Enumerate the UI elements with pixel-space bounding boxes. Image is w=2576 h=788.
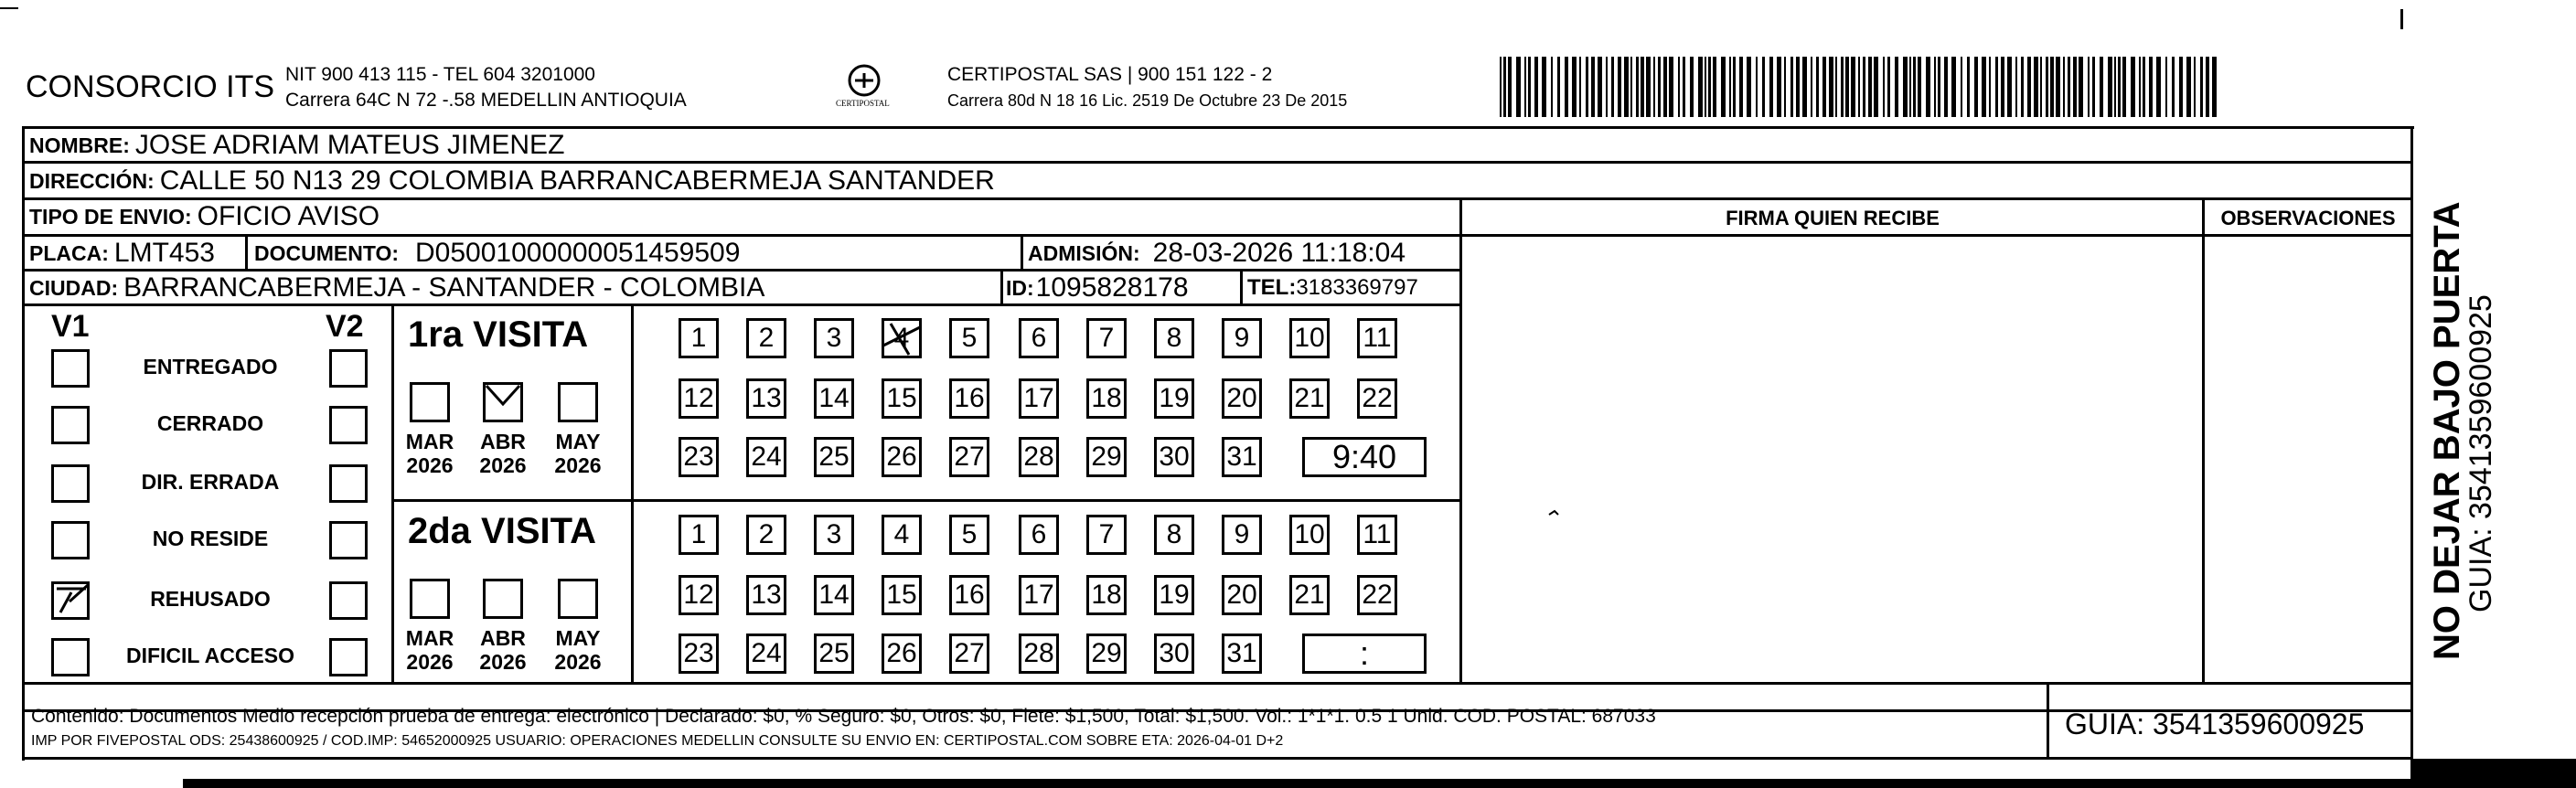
barcode-bar <box>1528 57 1531 117</box>
barcode-bar <box>1551 57 1553 117</box>
id-label: ID: <box>1006 275 1034 300</box>
barcode-bar <box>2156 57 2161 117</box>
barcode-bar <box>1516 57 1521 117</box>
barcode-bar <box>1646 57 1651 117</box>
barcode-bar <box>2131 57 2135 117</box>
direccion-value: CALLE 50 N13 29 COLOMBIA BARRANCABERMEJA SANTANDER <box>159 165 995 196</box>
barcode-bar <box>1542 57 1546 117</box>
barcode-bar <box>2212 57 2217 117</box>
barcode-bar <box>2149 57 2153 117</box>
documento-row <box>254 238 740 269</box>
barcode-bar <box>1851 57 1855 117</box>
status-label: REHUSADO <box>150 587 271 611</box>
barcode-bar <box>2143 57 2145 117</box>
footer-line-1: Contenido: Documentos Medio recepción prueba de entrega: electrónico | Declarado: $0, % Seguro: $0, Otros: $0, Flete: $1,500, Total: $1,500. Vol.: 1*1*1. 0.5 1 Unid. COD. POSTAL: 687033 <box>31 706 1656 727</box>
month-label <box>397 430 463 477</box>
certipostal-logo <box>836 62 890 110</box>
tel-value: 3183369797 <box>1296 275 1418 300</box>
month-name: MAR <box>405 430 454 453</box>
barcode-bar <box>1961 57 1962 117</box>
admision-row <box>1028 238 1406 269</box>
barcode-bar <box>1663 57 1667 117</box>
month-name: ABR <box>480 626 526 650</box>
day-box[interactable]: 5 <box>949 318 989 358</box>
barcode-bar <box>1690 57 1694 117</box>
barcode-bar <box>1967 57 1970 117</box>
barcode-bar <box>2046 57 2048 117</box>
barcode-bar <box>2100 57 2103 117</box>
day-box[interactable]: 21 <box>1289 378 1330 419</box>
day-box[interactable]: 23 <box>679 634 719 674</box>
barcode-bar <box>1796 57 1800 117</box>
placa-row <box>29 238 215 269</box>
day-box[interactable]: 7 <box>1086 318 1127 358</box>
barcode-bar <box>1572 57 1577 117</box>
barcode-bar <box>1565 57 1568 117</box>
company-name: CONSORCIO ITS <box>26 69 275 104</box>
status-label: NO RESIDE <box>152 527 269 550</box>
visit-title: 1ra VISITA <box>408 314 589 355</box>
month-year: 2026 <box>406 453 454 477</box>
day-box[interactable]: 13 <box>746 575 786 615</box>
barcode-bar <box>1729 57 1731 117</box>
day-box[interactable]: 19 <box>1154 378 1194 419</box>
v1-checkbox[interactable] <box>51 406 90 444</box>
barcode-bar <box>1618 57 1621 117</box>
barcode-bar <box>1705 57 1706 117</box>
documento-label: DOCUMENTO: <box>254 240 400 265</box>
admision-value: 28-03-2026 11:18:04 <box>1152 238 1406 268</box>
signature-mark <box>1547 506 1562 523</box>
carrier-info-2: Carrera 80d N 18 16 Lic. 2519 De Octubre 23 De 2015 <box>947 91 1348 110</box>
barcode-bar <box>1926 57 1930 117</box>
status-label: CERRADO <box>156 411 264 435</box>
day-box[interactable]: 18 <box>1086 575 1127 615</box>
barcode-bar <box>1557 57 1560 117</box>
day-box[interactable]: 2 <box>746 515 786 555</box>
barcode-bar <box>2165 57 2167 117</box>
month-checkbox[interactable] <box>558 382 598 422</box>
barcode-bar <box>2056 57 2060 117</box>
day-box[interactable]: 8 <box>1154 318 1194 358</box>
barcode-bar <box>2034 57 2038 117</box>
barcode-bar <box>1863 57 1865 117</box>
barcode-bar <box>1606 57 1608 117</box>
barcode-bar <box>1918 57 1921 117</box>
v2-label: V2 <box>326 309 364 344</box>
placa-label: PLACA: <box>29 240 109 265</box>
barcode-bar <box>1733 57 1736 117</box>
barcode-bar <box>2063 57 2065 117</box>
v2-checkbox[interactable] <box>329 521 368 559</box>
logo-text: CERTIPOSTAL <box>836 99 890 108</box>
barcode-bar <box>1883 57 1885 117</box>
day-box[interactable]: 31 <box>1222 634 1262 674</box>
day-box[interactable]: 17 <box>1019 575 1059 615</box>
month-name: MAY <box>555 626 601 650</box>
v1-checkbox[interactable] <box>51 464 90 503</box>
barcode-bar <box>1503 57 1506 117</box>
barcode-bar <box>1934 57 1936 117</box>
day-box[interactable]: 24 <box>746 634 786 674</box>
barcode-bar <box>1713 57 1716 117</box>
day-box[interactable]: 9 <box>1222 318 1262 358</box>
month-label <box>470 430 536 477</box>
v2-checkbox[interactable] <box>329 464 368 503</box>
v1-checkbox[interactable] <box>51 349 90 388</box>
month-year: 2026 <box>554 650 602 674</box>
status-label: DIFICIL ACCESO <box>125 644 294 667</box>
day-box[interactable]: 16 <box>949 575 989 615</box>
barcode-bar <box>1903 57 1908 117</box>
day-box[interactable]: 11 <box>1357 318 1397 358</box>
day-box[interactable]: 11 <box>1357 515 1397 555</box>
month-checkbox[interactable] <box>410 579 450 619</box>
month-checkbox[interactable] <box>410 382 450 422</box>
barcode-bar <box>1944 57 1948 117</box>
bottom-right-bar <box>2410 759 2576 779</box>
barcode-bar <box>1698 57 1703 117</box>
barcode-bar <box>1887 57 1890 117</box>
side-guia: GUIA: 3541359600925 <box>2464 294 2498 612</box>
day-box[interactable]: 10 <box>1289 318 1330 358</box>
barcode-bar <box>2179 57 2183 117</box>
day-box[interactable]: 3 <box>814 515 854 555</box>
day-box[interactable]: 5 <box>949 515 989 555</box>
v1-checkbox[interactable] <box>51 638 90 676</box>
day-box[interactable]: 15 <box>882 575 922 615</box>
day-box[interactable]: 14 <box>814 575 854 615</box>
barcode-bar <box>1841 57 1844 117</box>
barcode-bar <box>2088 57 2090 117</box>
barcode-bar <box>2186 57 2191 117</box>
day-box[interactable]: 26 <box>882 437 922 477</box>
admision-label: ADMISIÓN: <box>1028 240 1140 265</box>
barcode-bar <box>2200 57 2203 117</box>
month-label <box>470 626 536 674</box>
barcode-bar <box>2015 57 2017 117</box>
barcode-bar <box>1756 57 1758 117</box>
barcode-bar <box>2007 57 2012 117</box>
barcode-bar <box>2139 57 2141 117</box>
barcode-bar <box>1822 57 1826 117</box>
barcode-bar <box>1678 57 1680 117</box>
day-box[interactable]: 10 <box>1289 515 1330 555</box>
v2-checkbox[interactable] <box>329 349 368 388</box>
direccion-label: DIRECCIÓN: <box>29 168 155 193</box>
id-row <box>1006 272 1189 303</box>
barcode-bar <box>2108 57 2112 117</box>
barcode-bar <box>1669 57 1673 117</box>
id-value: 1095828178 <box>1035 272 1189 303</box>
day-box[interactable]: 27 <box>949 634 989 674</box>
month-checkbox[interactable] <box>558 579 598 619</box>
barcode-bar <box>1762 57 1765 117</box>
status-label: ENTREGADO <box>143 355 278 378</box>
v2-checkbox[interactable] <box>329 581 368 620</box>
barcode-bar <box>1938 57 1940 117</box>
day-box[interactable]: 31 <box>1222 437 1262 477</box>
barcode-bar <box>2092 57 2095 117</box>
barcode-bar <box>1747 57 1751 117</box>
carrier-info-1: CERTIPOSTAL SAS | 900 151 122 - 2 <box>947 64 1273 85</box>
time-box[interactable]: : <box>1302 634 1427 674</box>
barcode-bar <box>1995 57 1998 117</box>
day-box[interactable]: 22 <box>1357 378 1397 419</box>
company-info-2: Carrera 64C N 72 -.58 MEDELLIN ANTIOQUIA <box>285 90 687 111</box>
barcode-bar <box>1636 57 1639 117</box>
corner-mark <box>0 7 18 9</box>
company-info-1: NIT 900 413 115 - TEL 604 3201000 <box>285 64 595 85</box>
day-box[interactable]: 6 <box>1019 318 1059 358</box>
day-box[interactable]: 30 <box>1154 437 1194 477</box>
tipo-value: OFICIO AVISO <box>197 201 380 231</box>
month-year: 2026 <box>479 453 527 477</box>
day-box[interactable]: 8 <box>1154 515 1194 555</box>
day-box[interactable]: 17 <box>1019 378 1059 419</box>
barcode-bar <box>2040 57 2042 117</box>
month-name: ABR <box>480 430 526 453</box>
ciudad-row <box>29 272 764 303</box>
day-box[interactable]: 28 <box>1019 634 1059 674</box>
v2-checkbox[interactable] <box>329 638 368 676</box>
barcode-bar <box>1811 57 1812 117</box>
barcode-bar <box>1534 57 1538 117</box>
placa-value: LMT453 <box>113 238 215 268</box>
month-label <box>545 430 611 477</box>
day-box[interactable]: 27 <box>949 437 989 477</box>
barcode-bar <box>2021 57 2024 117</box>
barcode-bar <box>1982 57 1986 117</box>
barcode-bar <box>1769 57 1773 117</box>
barcode-bar <box>1708 57 1711 117</box>
barcode-bar <box>2068 57 2070 117</box>
day-box[interactable]: 9 <box>1222 515 1262 555</box>
barcode-bar <box>1586 57 1588 117</box>
day-box[interactable]: 6 <box>1019 515 1059 555</box>
day-box[interactable]: 19 <box>1154 575 1194 615</box>
month-label <box>397 626 463 674</box>
barcode-bar <box>2206 57 2209 117</box>
barcode-bar <box>1913 57 1916 117</box>
ciudad-value: BARRANCABERMEJA - SANTANDER - COLOMBIA <box>123 272 765 303</box>
v1-checkbox[interactable] <box>51 521 90 559</box>
barcode-bar <box>1835 57 1837 117</box>
day-box[interactable]: 23 <box>679 437 719 477</box>
barcode-bar <box>1816 57 1819 117</box>
day-box[interactable]: 1 <box>679 515 719 555</box>
barcode-bar <box>1790 57 1793 117</box>
visit-title: 2da VISITA <box>408 511 596 551</box>
barcode-bar <box>1951 57 1956 117</box>
month-checkbox[interactable] <box>483 579 523 619</box>
day-box[interactable]: 12 <box>679 575 719 615</box>
barcode-bar <box>1721 57 1726 117</box>
tel-label: TEL: <box>1247 275 1297 300</box>
v2-checkbox[interactable] <box>329 406 368 444</box>
day-box[interactable]: 18 <box>1086 378 1127 419</box>
barcode-bar <box>1579 57 1581 117</box>
v1-label: V1 <box>51 309 90 344</box>
day-box[interactable]: 7 <box>1086 515 1127 555</box>
observaciones-label: OBSERVACIONES <box>2220 207 2396 229</box>
v1-checkbox[interactable] <box>51 581 90 620</box>
day-box[interactable]: 29 <box>1086 634 1127 674</box>
day-box[interactable]: 2 <box>746 318 786 358</box>
tipo-row <box>29 201 379 232</box>
day-box[interactable]: 21 <box>1289 575 1330 615</box>
day-box[interactable]: 30 <box>1154 634 1194 674</box>
barcode-bar <box>1829 57 1833 117</box>
barcode-bar <box>1784 57 1786 117</box>
barcode-bar <box>2073 57 2077 117</box>
corner-tick <box>2400 9 2403 29</box>
month-year: 2026 <box>479 650 527 674</box>
barcode-bar <box>2027 57 2031 117</box>
day-box[interactable]: 3 <box>814 318 854 358</box>
footer-line-2: IMP POR FIVEPOSTAL ODS: 25438600925 / COD.IMP: 54652000925 USUARIO: OPERACIONES MEDELLIN CONSULTE SU ENVIO EN: CERTIPOSTAL.COM SOBRE ETA: 2026-04-01 D+2 <box>31 733 1284 749</box>
barcode <box>1500 57 2224 117</box>
day-box[interactable]: 26 <box>882 634 922 674</box>
barcode-bar <box>2079 57 2083 117</box>
ciudad-label: CIUDAD: <box>29 275 119 300</box>
barcode-bar <box>1683 57 1685 117</box>
barcode-bar <box>1868 57 1872 117</box>
direccion-row <box>29 165 995 197</box>
bottom-bar <box>183 779 2576 788</box>
barcode-bar <box>1658 57 1661 117</box>
firma-label: FIRMA QUIEN RECIBE <box>1726 207 1940 229</box>
barcode-bar <box>1974 57 1978 117</box>
day-box[interactable]: 1 <box>679 318 719 358</box>
day-box[interactable]: 25 <box>814 634 854 674</box>
day-box[interactable]: 20 <box>1222 378 1262 419</box>
day-box[interactable]: 4 <box>882 318 922 358</box>
day-box[interactable]: 4 <box>882 515 922 555</box>
barcode-bar <box>1858 57 1860 117</box>
nombre-value: JOSE ADRIAM MATEUS JIMENEZ <box>134 130 565 160</box>
day-box[interactable]: 16 <box>949 378 989 419</box>
month-name: MAY <box>555 430 601 453</box>
day-box[interactable]: 28 <box>1019 437 1059 477</box>
barcode-bar <box>2172 57 2175 117</box>
barcode-bar <box>1845 57 1849 117</box>
month-label <box>545 626 611 674</box>
barcode-bar <box>1630 57 1632 117</box>
nombre-row <box>29 130 564 161</box>
barcode-bar <box>1777 57 1781 117</box>
footer-guia: GUIA: 3541359600925 <box>2065 708 2365 740</box>
barcode-bar <box>1739 57 1743 117</box>
barcode-bar <box>1895 57 1898 117</box>
month-name: MAR <box>405 626 454 650</box>
barcode-bar <box>1989 57 1991 117</box>
day-box[interactable]: 12 <box>679 378 719 419</box>
tipo-label: TIPO DE ENVIO: <box>29 204 192 229</box>
day-box[interactable]: 14 <box>814 378 854 419</box>
month-checkbox[interactable] <box>483 382 523 422</box>
documento-value: D05001000000051459509 <box>415 238 741 268</box>
barcode-bar <box>2050 57 2054 117</box>
day-box[interactable]: 20 <box>1222 575 1262 615</box>
barcode-bar <box>1508 57 1512 117</box>
barcode-bar <box>1802 57 1807 117</box>
barcode-bar <box>1624 57 1629 117</box>
barcode-bar <box>2114 57 2116 117</box>
month-year: 2026 <box>406 650 454 674</box>
day-box[interactable]: 25 <box>814 437 854 477</box>
tel-row <box>1247 272 1418 303</box>
barcode-bar <box>2194 57 2196 117</box>
barcode-bar <box>1909 57 1911 117</box>
nombre-label: NOMBRE: <box>29 133 130 157</box>
day-box[interactable]: 13 <box>746 378 786 419</box>
day-box[interactable]: 22 <box>1357 575 1397 615</box>
barcode-bar <box>2122 57 2126 117</box>
barcode-bar <box>1500 57 1502 117</box>
barcode-bar <box>1641 57 1644 117</box>
barcode-bar <box>2001 57 2004 117</box>
status-label: DIR. ERRADA <box>141 470 280 494</box>
time-box[interactable]: 9:40 <box>1302 437 1427 477</box>
day-box[interactable]: 15 <box>882 378 922 419</box>
day-box[interactable]: 24 <box>746 437 786 477</box>
barcode-bar <box>1611 57 1614 117</box>
side-warning: NO DEJAR BAJO PUERTA <box>2427 201 2467 660</box>
barcode-bar <box>1653 57 1655 117</box>
day-box[interactable]: 29 <box>1086 437 1127 477</box>
barcode-bar <box>1591 57 1595 117</box>
barcode-bar <box>2118 57 2121 117</box>
barcode-bar <box>1524 57 1526 117</box>
barcode-bar <box>1874 57 1878 117</box>
barcode-bar <box>1598 57 1602 117</box>
month-year: 2026 <box>554 453 602 477</box>
